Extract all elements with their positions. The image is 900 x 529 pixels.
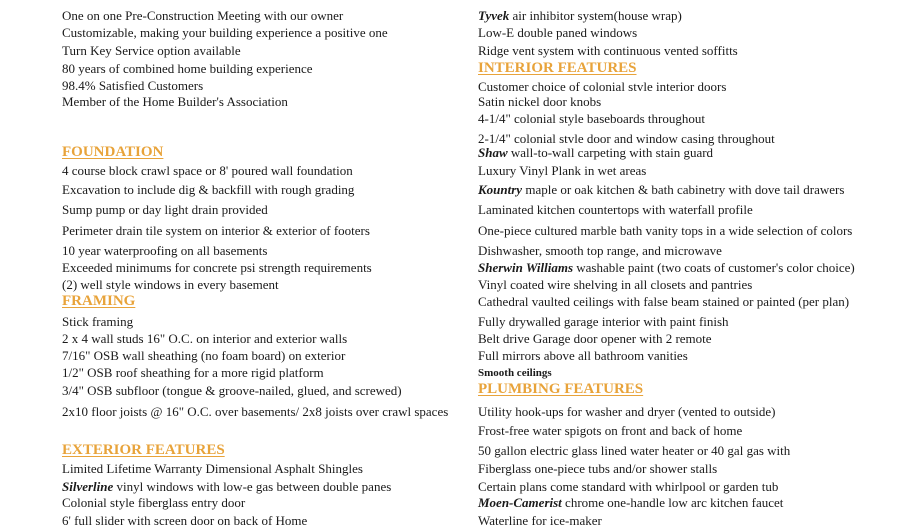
feature-text: INTERIOR FEATURES bbox=[478, 60, 637, 76]
feature-text: Sump pump or day light drain provided bbox=[62, 202, 268, 217]
feature-text: Ridge vent system with continuous vented soffitts bbox=[478, 43, 738, 58]
feature-text: Excavation to include dig & backfill with rough grading bbox=[62, 182, 355, 197]
feature-text: Full mirrors above all bathroom vanities bbox=[478, 348, 688, 363]
feature-text: 2x10 floor joists @ 16" O.C. over basements/ 2x8 joists over crawl spaces bbox=[62, 404, 449, 419]
feature-item bbox=[478, 182, 844, 198]
feature-item bbox=[478, 331, 712, 347]
feature-item bbox=[478, 277, 752, 293]
feature-text: Utility hook-ups for washer and dryer (vented to outside) bbox=[478, 404, 776, 419]
feature-text: 98.4% Satisfied Customers bbox=[62, 78, 204, 93]
feature-text: FOUNDATION bbox=[62, 144, 164, 160]
feature-text: Cathedral vaulted ceilings with false beam stained or painted (per plan) bbox=[478, 294, 850, 309]
feature-item bbox=[62, 25, 388, 41]
brand-name: Moen-Camerist bbox=[478, 495, 562, 510]
feature-text: (2) well style windows in every basement bbox=[62, 277, 279, 292]
section-heading-foundation bbox=[62, 144, 163, 161]
feature-text: Perimeter drain tile system on interior & exterior of footers bbox=[62, 223, 370, 238]
feature-text: 10 year waterproofing on all basements bbox=[62, 243, 268, 258]
feature-text: Belt drive Garage door opener with 2 remote bbox=[478, 331, 712, 346]
feature-text: wall-to-wall carpeting with stain guard bbox=[507, 145, 714, 160]
feature-item bbox=[62, 383, 402, 399]
feature-text: washable paint (two coats of customer's color choice) bbox=[573, 260, 855, 275]
feature-item bbox=[478, 260, 855, 276]
feature-item bbox=[478, 461, 717, 477]
feature-item bbox=[478, 404, 775, 420]
feature-item bbox=[478, 43, 738, 59]
feature-item bbox=[478, 94, 601, 110]
feature-text: 7/16" OSB wall sheathing (no foam board) on exterior bbox=[62, 348, 346, 363]
feature-text: Satin nickel door knobs bbox=[478, 94, 602, 109]
feature-text: 6' full slider with screen door on back of Home bbox=[62, 513, 308, 528]
feature-item bbox=[478, 495, 783, 511]
feature-item bbox=[62, 163, 353, 179]
feature-item bbox=[62, 202, 268, 218]
brand-name: Shaw bbox=[478, 145, 508, 160]
feature-text: Laminated kitchen countertops with waterfall profile bbox=[478, 202, 753, 217]
feature-text: air inhibitor system(house wrap) bbox=[509, 8, 682, 23]
section-heading-exterior-features bbox=[62, 442, 225, 459]
feature-item bbox=[62, 260, 372, 276]
feature-text: Frost-free water spigots on front and back of home bbox=[478, 423, 743, 438]
feature-item bbox=[478, 8, 682, 24]
feature-text: Luxury Vinyl Plank in wet areas bbox=[478, 163, 647, 178]
feature-text: maple or oak kitchen & bath cabinetry with dove tail drawers bbox=[522, 182, 845, 197]
feature-item bbox=[62, 243, 267, 259]
feature-item bbox=[478, 223, 852, 239]
feature-item bbox=[62, 43, 241, 59]
feature-item bbox=[62, 94, 288, 110]
feature-text: Fiberglass one-piece tubs and/or shower stalls bbox=[478, 461, 718, 476]
brand-name: Tyvek bbox=[478, 8, 510, 23]
feature-text: chrome one-handle low arc kitchen faucet bbox=[561, 495, 784, 510]
section-heading-interior-features bbox=[478, 60, 637, 77]
feature-item bbox=[62, 331, 347, 347]
feature-text: 50 gallon electric glass lined water heater or 40 gal gas with bbox=[478, 443, 791, 458]
feature-item bbox=[478, 202, 753, 218]
feature-text: Customizable, making your building experience a positive one bbox=[62, 25, 388, 40]
feature-text: Smooth ceilings bbox=[478, 367, 552, 379]
feature-text: Stick framing bbox=[62, 314, 134, 329]
feature-item bbox=[478, 294, 849, 310]
feature-text: 2 x 4 wall studs 16" O.C. on interior and exterior walls bbox=[62, 331, 348, 346]
feature-text: One-piece cultured marble bath vanity tops in a wide selection of colors bbox=[478, 223, 853, 238]
feature-text: PLUMBING FEATURES bbox=[478, 381, 644, 397]
feature-item bbox=[62, 513, 307, 529]
feature-text: 4 course block crawl space or 8' poured wall foundation bbox=[62, 163, 353, 178]
feature-text: 2-1/4" colonial stvle door and window casing throughout bbox=[478, 131, 775, 146]
feature-text: Low-E double paned windows bbox=[478, 25, 638, 40]
feature-item bbox=[478, 423, 742, 439]
feature-text: 1/2" OSB roof sheathing for a more rigid platform bbox=[62, 365, 324, 380]
feature-item bbox=[62, 461, 363, 477]
feature-text: vinyl windows with low-e gas between double panes bbox=[113, 479, 392, 494]
feature-text: FRAMING bbox=[62, 293, 136, 309]
feature-item bbox=[62, 495, 245, 511]
feature-item bbox=[478, 243, 722, 259]
feature-text: Dishwasher, smooth top range, and microwave bbox=[478, 243, 722, 258]
feature-item bbox=[478, 513, 602, 529]
feature-text: Vinyl coated wire shelving in all closets and pantries bbox=[478, 277, 753, 292]
feature-item bbox=[478, 145, 713, 161]
feature-item bbox=[478, 111, 705, 127]
feature-text: Turn Key Service option available bbox=[62, 43, 241, 58]
feature-text: Limited Lifetime Warranty Dimensional Asphalt Shingles bbox=[62, 461, 363, 476]
feature-item bbox=[478, 443, 790, 459]
feature-text: 80 years of combined home building experience bbox=[62, 61, 313, 76]
feature-item bbox=[478, 25, 637, 41]
feature-item bbox=[478, 314, 729, 330]
section-heading-plumbing-features bbox=[478, 381, 643, 398]
feature-item bbox=[62, 277, 279, 293]
feature-item bbox=[62, 61, 313, 77]
feature-text: Waterline for ice-maker bbox=[478, 513, 602, 528]
feature-text: Fully drywalled garage interior with paint finish bbox=[478, 314, 729, 329]
feature-item bbox=[62, 78, 203, 94]
feature-text: Colonial style fiberglass entry door bbox=[62, 495, 246, 510]
feature-item bbox=[62, 365, 324, 381]
brand-name: Kountry bbox=[478, 182, 523, 197]
feature-item bbox=[478, 348, 688, 364]
feature-text: 3/4" OSB subfloor (tongue & groove-nailed, glued, and screwed) bbox=[62, 383, 402, 398]
section-heading-framing bbox=[62, 293, 135, 310]
feature-text: Certain plans come standard with whirlpool or garden tub bbox=[478, 479, 779, 494]
feature-item bbox=[478, 163, 646, 179]
feature-item bbox=[62, 8, 343, 24]
feature-text: One on one Pre-Construction Meeting with our owner bbox=[62, 8, 344, 23]
feature-item bbox=[62, 314, 133, 330]
feature-text: 4-1/4" colonial style baseboards throughout bbox=[478, 111, 705, 126]
feature-item bbox=[62, 182, 354, 198]
feature-item bbox=[62, 223, 370, 239]
feature-item bbox=[478, 365, 552, 381]
feature-item bbox=[478, 79, 726, 95]
brand-name: Sherwin Williams bbox=[478, 260, 574, 275]
feature-text: Customer choice of colonial stvle interior doors bbox=[478, 79, 727, 94]
feature-text: Member of the Home Builder's Association bbox=[62, 94, 288, 109]
feature-item bbox=[62, 479, 391, 495]
feature-text: EXTERIOR FEATURES bbox=[62, 442, 225, 458]
feature-item bbox=[478, 479, 778, 495]
brand-name: Silverline bbox=[62, 479, 114, 494]
feature-text: Exceeded minimums for concrete psi strength requirements bbox=[62, 260, 372, 275]
feature-item bbox=[62, 404, 448, 420]
feature-item bbox=[62, 348, 345, 364]
